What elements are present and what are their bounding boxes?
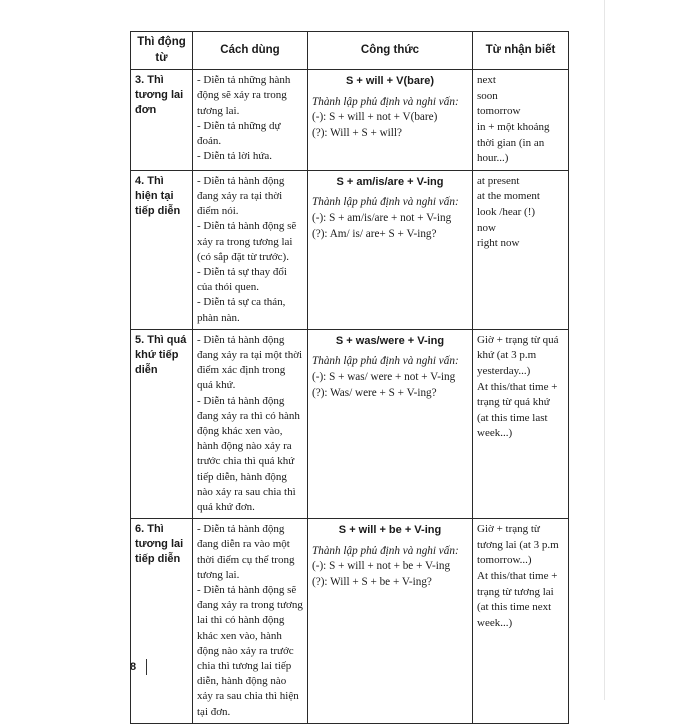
header-usage: Cách dùng [193, 32, 308, 70]
formula-question: (?): Will + S + will? [312, 126, 402, 139]
signal-word: At this/that time + trạng từ quá khứ (at this time last week...) [477, 380, 558, 440]
usage-cell [193, 329, 308, 518]
formula-note: Thành lập phủ định và nghi vấn: [312, 355, 459, 368]
signal-word: tomorrow [477, 105, 521, 118]
signal-word: now [477, 221, 496, 234]
usage-item: - Diễn tả hành động đang diễn ra vào một thời điểm cụ thể trong tương lai. [197, 523, 295, 581]
usage-item: - Diễn tả sự ca thán, phàn nàn. [197, 296, 286, 324]
usage-item: - Diễn tả hành động đang xảy ra tại một thời điểm xác định trong quá khứ. [197, 333, 303, 392]
tense-name: 6. Thì tương lai tiếp diễn [131, 519, 193, 724]
formula-cell [308, 170, 473, 329]
formula-main: S + was/were + V-ing [335, 334, 445, 347]
formula-negative: (-): S + am/is/are + not + V-ing [312, 211, 452, 224]
tense-name: 5. Thì quá khứ tiếp diễn [131, 329, 193, 518]
signal-cell [473, 329, 569, 518]
usage-cell [193, 70, 308, 171]
formula-note: Thành lập phủ định và nghi vấn: [312, 196, 459, 209]
table-row [131, 70, 569, 171]
tense-name: 3. Thì tương lai đơn [131, 70, 193, 171]
page-edge [604, 0, 605, 700]
signal-word: Giờ + trạng từ tương lai (at 3 p.m tomorrow...) [477, 523, 559, 567]
header-formula: Công thức [308, 32, 473, 70]
signal-cell [473, 70, 569, 171]
signal-cell [473, 170, 569, 329]
usage-cell [193, 519, 308, 724]
usage-cell [193, 170, 308, 329]
usage-item: - Diễn tả hành động sẽ đang xảy ra trong tương lai thì có hành động khác xen vào, hành động nào xảy ra trước chia thì tương lai tiếp diễn, hành động nào xảy ra sau chia thì hiện tại đơn. [197, 584, 303, 718]
table-row [131, 329, 569, 518]
signal-word: next [477, 74, 496, 87]
header-signal-words: Từ nhận biết [473, 32, 569, 70]
header-tense: Thì động từ [131, 32, 193, 70]
formula-question: (?): Will + S + be + V-ing? [312, 576, 432, 588]
usage-item: - Diễn tả hành động đang xảy ra thì có hành động khác xen vào, hành động nào xảy ra trước chia thì quá khứ tiếp diễn, hành động nào xảy ra sau chia thì quá khứ đơn. [197, 394, 300, 514]
formula-cell [308, 329, 473, 518]
signal-word: At this/that time + trạng từ tương lai (at this time next week...) [477, 570, 558, 629]
tense-table [130, 31, 569, 724]
formula-main: S + am/is/are + V-ing [336, 175, 444, 188]
formula-cell [308, 70, 473, 171]
formula-question: (?): Was/ were + S + V-ing? [312, 386, 437, 399]
formula-main: S + will + be + V-ing [338, 524, 442, 537]
formula-note: Thành lập phủ định và nghi vấn: [312, 95, 459, 108]
table-row [131, 170, 569, 329]
usage-item: - Diễn tả những dự đoán. [197, 119, 281, 147]
usage-item: - Diễn tả những hành động sẽ xảy ra trong tương lai. [197, 74, 291, 117]
formula-main: S + will + V(bare) [345, 75, 435, 88]
tense-name: 4. Thì hiện tại tiếp diễn [131, 170, 193, 329]
signal-word: at the moment [477, 190, 540, 203]
formula-question: (?): Am/ is/ are+ S + V-ing? [312, 227, 437, 240]
usage-item: - Diễn tả hành động đang xảy ra tại thời điểm nói. [197, 174, 285, 218]
formula-negative: (-): S + will + not + be + V-ing [312, 560, 451, 573]
signal-word: Giờ + trạng từ quá khứ (at 3 p.m yesterday...) [477, 333, 559, 377]
formula-note: Thành lập phủ định và nghi vấn: [312, 544, 459, 557]
signal-word: in + một khoảng thời gian (in an hour...) [477, 120, 550, 165]
page-number: 8 [130, 661, 137, 673]
signal-word: at present [477, 174, 520, 187]
usage-item: - Diễn tả lời hứa. [197, 150, 273, 163]
signal-cell [473, 519, 569, 724]
formula-negative: (-): S + was/ were + not + V-ing [312, 370, 456, 383]
formula-cell [308, 519, 473, 724]
signal-word: look /hear (!) [477, 205, 536, 218]
usage-item: - Diễn tả hành động sẽ xảy ra trong tương lai (có sắp đặt từ trước). [197, 220, 297, 263]
usage-item: - Diễn tả sự thay đổi của thói quen. [197, 265, 287, 294]
signal-word: right now [477, 237, 520, 250]
table-header-row [131, 32, 569, 70]
formula-negative: (-): S + will + not + V(bare) [312, 111, 438, 124]
signal-word: soon [477, 89, 498, 102]
table-row [131, 519, 569, 724]
page-number-divider [146, 659, 147, 675]
